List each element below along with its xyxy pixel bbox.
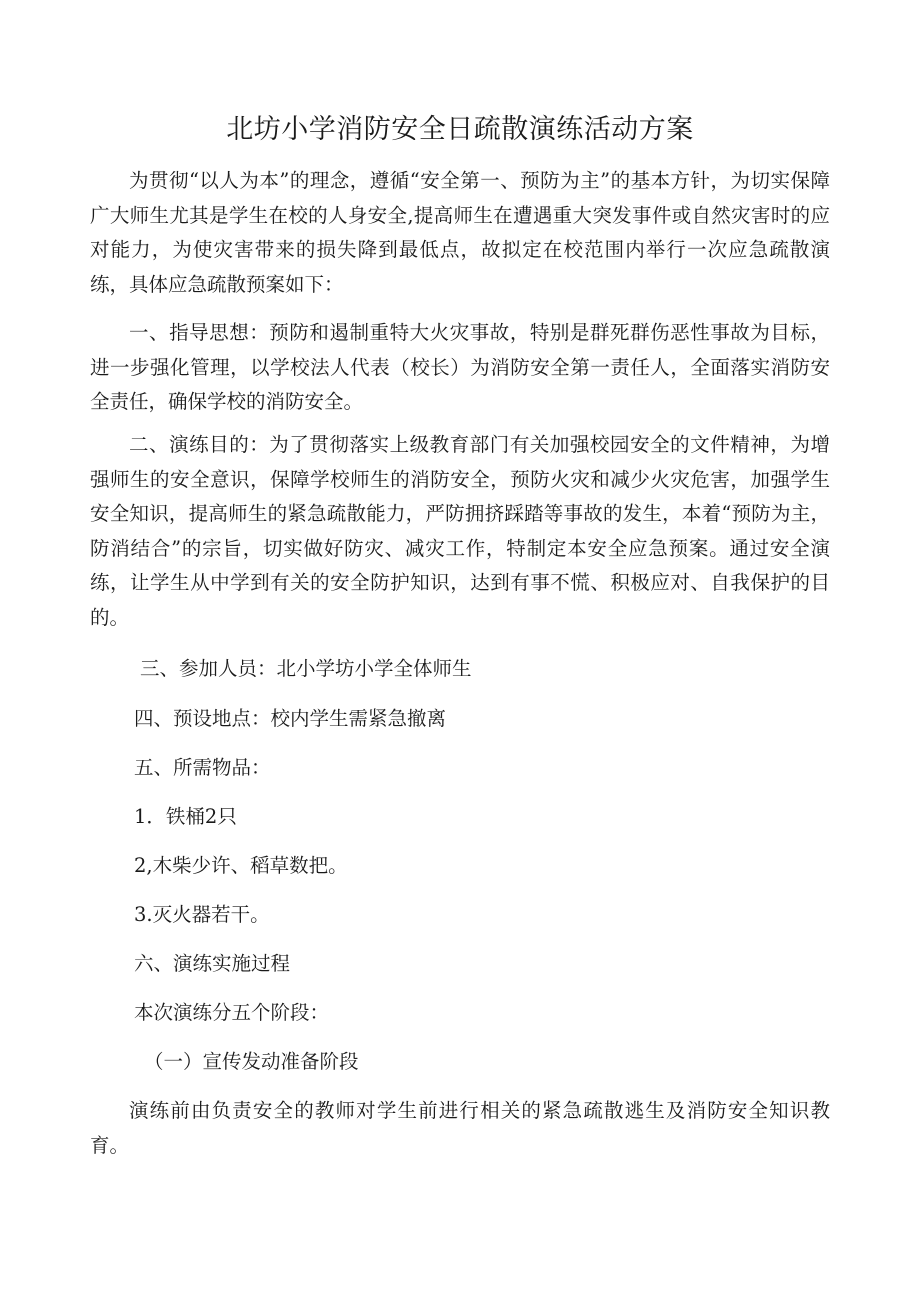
materials-item-1: 1．铁桶2只 — [134, 805, 237, 828]
stage-1-body: 演练前由负责安全的教师对学生前进行相关的紧急疏散逃生及消防安全知识教育。 — [90, 1099, 830, 1157]
section-drill-process: 六、演练实施过程 — [134, 952, 291, 975]
section-drill-purpose: 二、演练目的：为了贯彻落实上级教育部门有关加强校园安全的文件精神，为增强师生的安全意识，保障学校师生的消防安全，预防火灾和减少火灾危害，加强学生安全知识，提高师生的紧急疏散能力，严防拥挤踩踏等事故的发生，本着“预防为主，防消结合”的宗旨，切实做好防灾、减灾工作，特制定本安全应急预案。通过安全演练，让学生从中学到有关的安全防护知识，达到有事不慌、积极应对、自我保护的目的。 — [90, 433, 830, 629]
materials-item-2: 2,木柴少许、稻草数把。 — [134, 854, 348, 877]
stage-1-heading: （一）宣传发动准备阶段 — [144, 1050, 359, 1073]
section-location: 四、预设地点：校内学生需紧急撤离 — [134, 707, 447, 730]
section-participants: 三、参加人员：北小学坊小学全体师生 — [140, 657, 472, 680]
section-guiding-ideology: 一、指导思想：预防和遏制重特大火灾事故，特别是群死群伤恶性事故为目标，进一步强化管理，以学校法人代表（校长）为消防安全第一责任人，全面落实消防安全责任，确保学校的消防安全。 — [90, 321, 830, 413]
intro-paragraph: 为贯彻“以人为本”的理念，遵循“安全第一、预防为主”的基本方针，为切实保障广大师生尤其是学生在校的人身安全,提高师生在遭遇重大突发事件或自然灾害时的应对能力，为使灾害带来的损失降到最低点，故拟定在校范围内举行一次应急疏散演练，具体应急疏散预案如下： — [90, 169, 830, 296]
materials-item-3: 3.灭火器若干。 — [134, 903, 270, 926]
section-materials: 五、所需物品： — [134, 756, 271, 779]
stages-intro: 本次演练分五个阶段： — [134, 1001, 330, 1024]
document-title: 北坊小学消防安全日疏散演练活动方案 — [226, 114, 694, 145]
